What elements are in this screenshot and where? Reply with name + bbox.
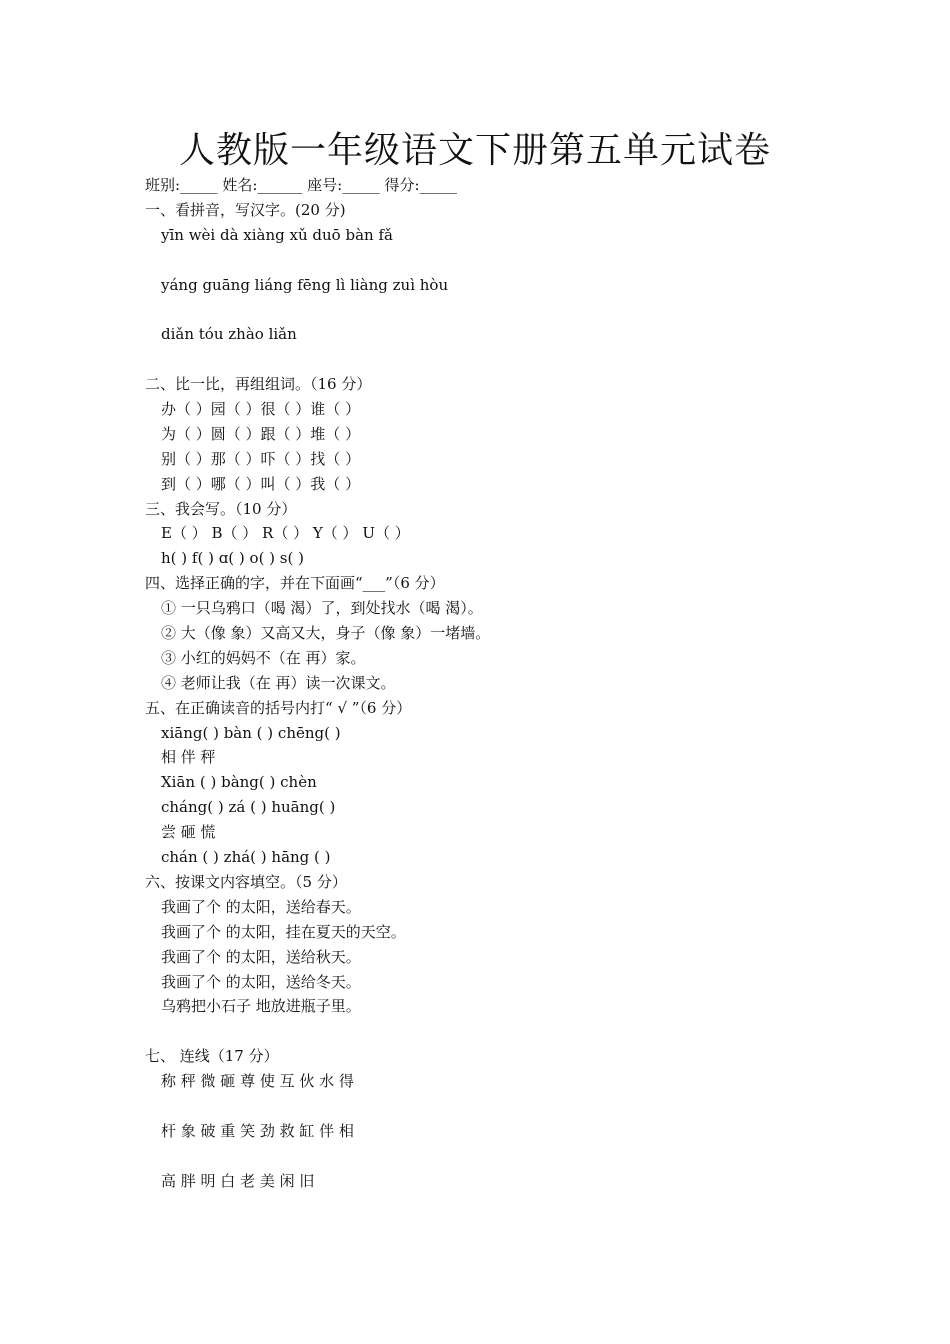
choice-item: ④ 老师让我（在 再）读一次课文。 <box>161 673 396 692</box>
pinyin-option-line: Xiān ( ) bàng( ) chèn <box>161 773 317 792</box>
fill-in-line: 我画了个 的太阳，挂在夏天的天空。 <box>161 922 406 941</box>
letter-row: E（ ） B（ ） R（ ） Y（ ） U（ ） <box>161 524 410 543</box>
word-group-row: 别（ ）那（ ）吓（ ）找（ ） <box>161 449 361 468</box>
exam-content <box>145 173 865 1194</box>
pinyin-option-line: cháng( ) zá ( ) huāng( ) <box>161 798 336 817</box>
pinyin-line: diǎn tóu zhào liǎn <box>161 325 297 344</box>
matching-row: 高 胖 明 白 老 美 闲 旧 <box>161 1171 315 1190</box>
section-4-heading: 四、选择正确的字，并在下面画“___”（6 分） <box>145 574 445 593</box>
section-5 <box>145 696 865 870</box>
pinyin-option-line: xiāng( ) bàn ( ) chēng( ) <box>161 723 341 742</box>
student-info-line: 班别:_____ 姓名:______ 座号:_____ 得分:_____ <box>145 176 458 194</box>
matching-row: 称 秤 微 砸 尊 使 互 伙 水 得 <box>161 1072 354 1091</box>
fill-in-line: 乌鸦把小石子 地放进瓶子里。 <box>161 997 361 1016</box>
choice-item: ② 大（像 象）又高又大，身子（像 象）一堵墙。 <box>161 624 491 643</box>
choice-item: ① 一只乌鸦口（喝 渴）了，到处找水（喝 渴）。 <box>161 599 483 618</box>
spacer <box>145 1144 865 1169</box>
answer-space <box>145 347 865 372</box>
matching-row: 杆 象 破 重 笑 劲 救 缸 伴 相 <box>161 1121 354 1140</box>
word-group-row: 办（ ）园（ ）很（ ）谁（ ） <box>161 400 361 419</box>
character-line: 尝 砸 慌 <box>161 823 216 842</box>
section-3-heading: 三、我会写。（10 分） <box>145 499 297 518</box>
section-7-heading: 七、 连线（17 分） <box>145 1047 279 1066</box>
pinyin-option-line: chán ( ) zhá( ) hāng ( ) <box>161 848 331 867</box>
section-2 <box>145 372 865 496</box>
answer-space <box>145 297 865 322</box>
letter-row: h( ) f( ) ɑ( ) o( ) s( ) <box>161 549 304 568</box>
section-6-heading: 六、按课文内容填空。（5 分） <box>145 872 347 891</box>
word-group-row: 到（ ）哪（ ）叫（ ）我（ ） <box>161 474 361 493</box>
pinyin-line: yīn wèi dà xiàng xǔ duō bàn fǎ <box>161 225 393 244</box>
page-title: 人教版一年级语文下册第五单元试卷 <box>178 130 771 171</box>
section-5-heading: 五、在正确读音的括号内打“ √ ”（6 分） <box>145 698 412 717</box>
section-6 <box>145 870 865 1044</box>
section-3 <box>145 497 865 572</box>
fill-in-line: 我画了个 的太阳，送给冬天。 <box>161 972 361 991</box>
character-line: 相 伴 秤 <box>161 748 216 767</box>
section-7 <box>145 1044 865 1193</box>
fill-in-line: 我画了个 的太阳，送给春天。 <box>161 897 361 916</box>
section-2-heading: 二、比一比，再组组词。（16 分） <box>145 375 372 394</box>
spacer <box>145 1019 865 1044</box>
word-group-row: 为（ ）圆（ ）跟（ ）堆（ ） <box>161 424 361 443</box>
choice-item: ③ 小红的妈妈不（在 再）家。 <box>161 648 366 667</box>
section-1 <box>145 198 865 372</box>
section-1-heading: 一、看拼音，写汉字。(20 分) <box>145 200 346 219</box>
spacer <box>145 1094 865 1119</box>
answer-space <box>145 248 865 273</box>
pinyin-line: yáng guāng liáng fēng lì liàng zuì hòu <box>161 275 449 294</box>
fill-in-line: 我画了个 的太阳，送给秋天。 <box>161 947 361 966</box>
section-4 <box>145 571 865 695</box>
